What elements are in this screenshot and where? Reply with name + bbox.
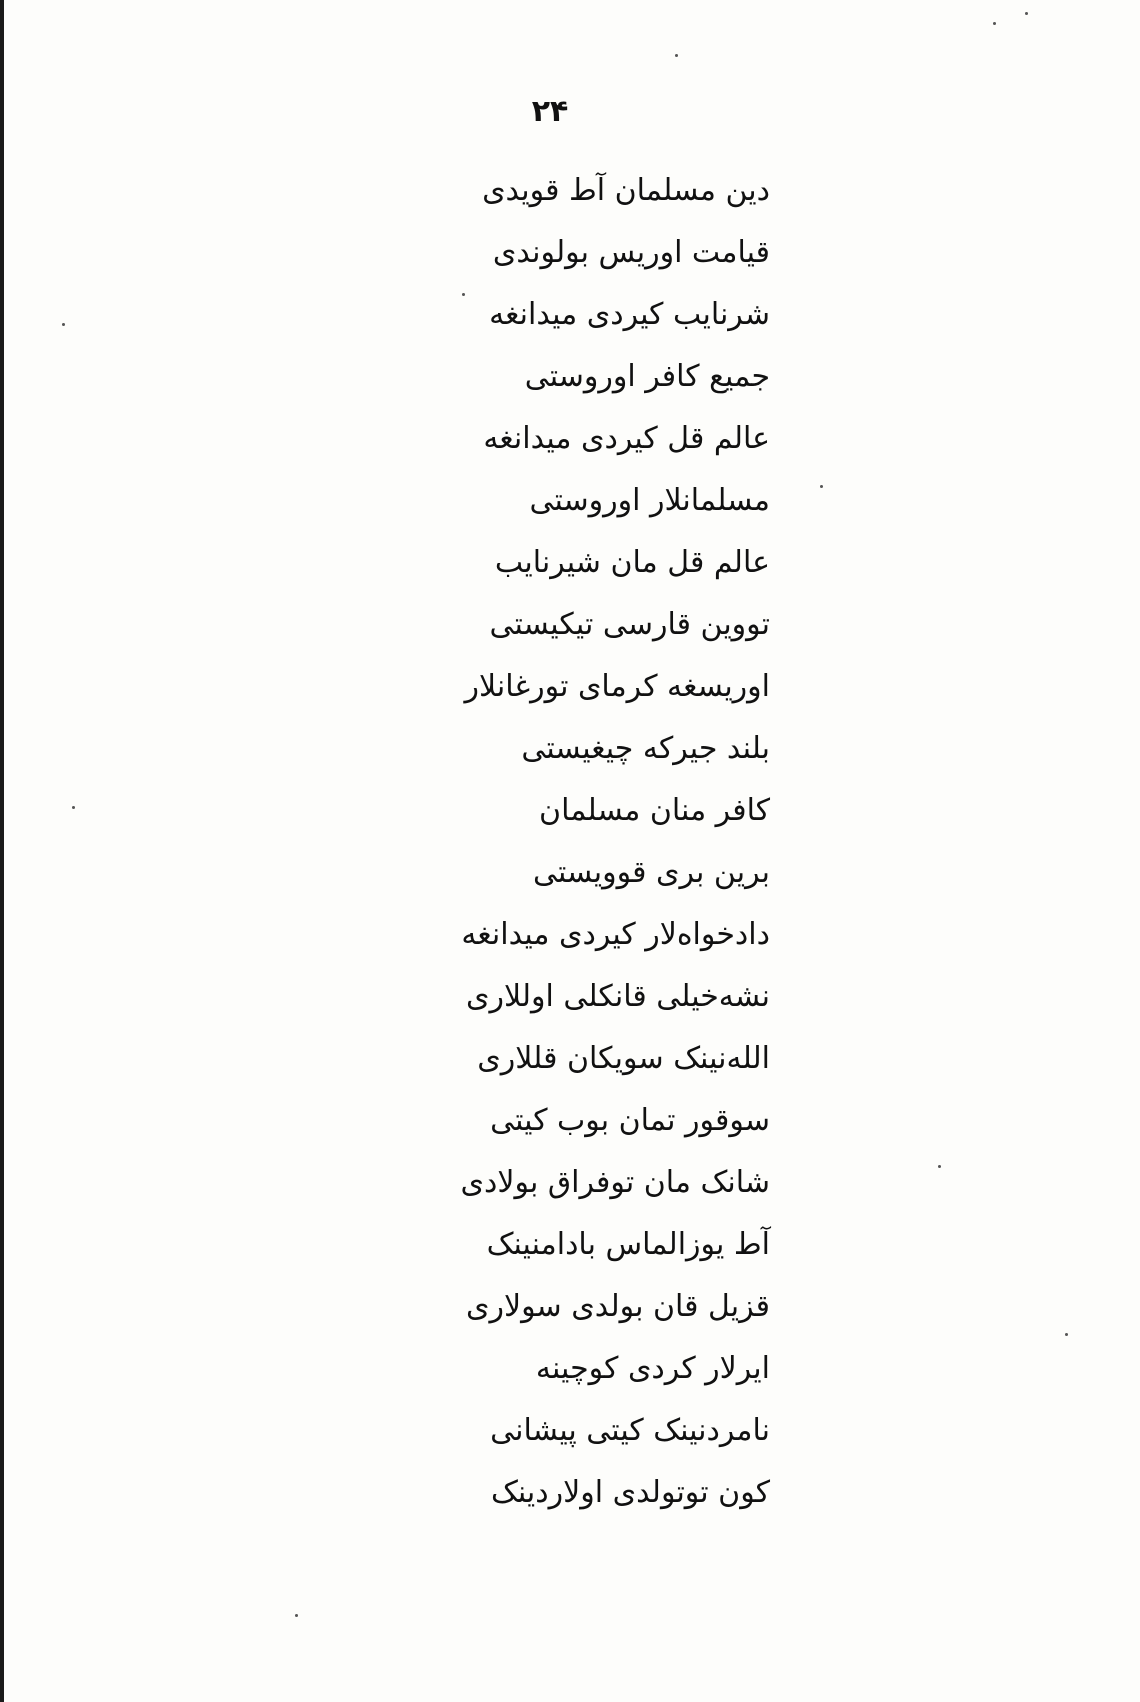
- scan-speck: [1065, 1333, 1068, 1336]
- poem-line: نشه‌خیلی قانکلی اوللاری: [466, 979, 770, 1014]
- poem-line: ایرلار کردی کوچینه: [535, 1351, 770, 1386]
- poem-line: جمیع کافر اوروستی: [524, 359, 770, 394]
- poem-line: سوقور تمان بوب کیتی: [490, 1103, 770, 1138]
- page-number: ۲۴: [531, 94, 569, 129]
- scan-speck: [820, 485, 823, 488]
- poem-line: مسلمانلار اوروستی: [529, 483, 770, 518]
- poem-line: بلند جیرکه چیغیستی: [521, 731, 770, 766]
- poem-line: الله‌نینک سویکان قللاری: [477, 1041, 770, 1076]
- scan-speck: [462, 293, 465, 296]
- poem-line: دادخواه‌لار کیردی میدانغه: [461, 917, 770, 952]
- scan-speck: [938, 1165, 941, 1168]
- poem-line: قزیل قان بولدی سولاری: [465, 1289, 770, 1324]
- poem-line: کون توتولدی اولاردینک: [491, 1475, 770, 1510]
- page-binding-edge: [0, 0, 4, 1702]
- scan-speck: [675, 54, 678, 57]
- poem-line: دین مسلمان آط قویدی: [482, 173, 770, 208]
- poem-line: قیامت اوریس بولوندی: [492, 235, 770, 270]
- poem-text: [380, 160, 770, 1524]
- scan-speck: [993, 22, 996, 25]
- poem-line: نامردنینک کیتی پیشانی: [490, 1413, 770, 1448]
- poem-line: شرنایب کیردی میدانغه: [489, 297, 770, 332]
- poem-line: شانک مان توفراق بولادی: [460, 1165, 770, 1200]
- scan-speck: [62, 323, 65, 326]
- poem-line: برین بری قوویستی: [532, 855, 770, 890]
- poem-line: آط یوزالماس بادامنینک: [486, 1227, 770, 1262]
- scan-speck: [72, 806, 75, 809]
- poem-line: کافر منان مسلمان: [539, 793, 770, 828]
- poem-line: تووین قارسی تیکیستی: [489, 607, 770, 642]
- poem-line: عالم قل کیردی میدانغه: [483, 421, 770, 456]
- scan-speck: [1025, 12, 1028, 15]
- poem-line: اوریسغه کرمای تورغانلار: [464, 669, 770, 704]
- poem-line: عالم قل مان شیرنایب: [494, 545, 770, 580]
- scan-speck: [295, 1614, 298, 1617]
